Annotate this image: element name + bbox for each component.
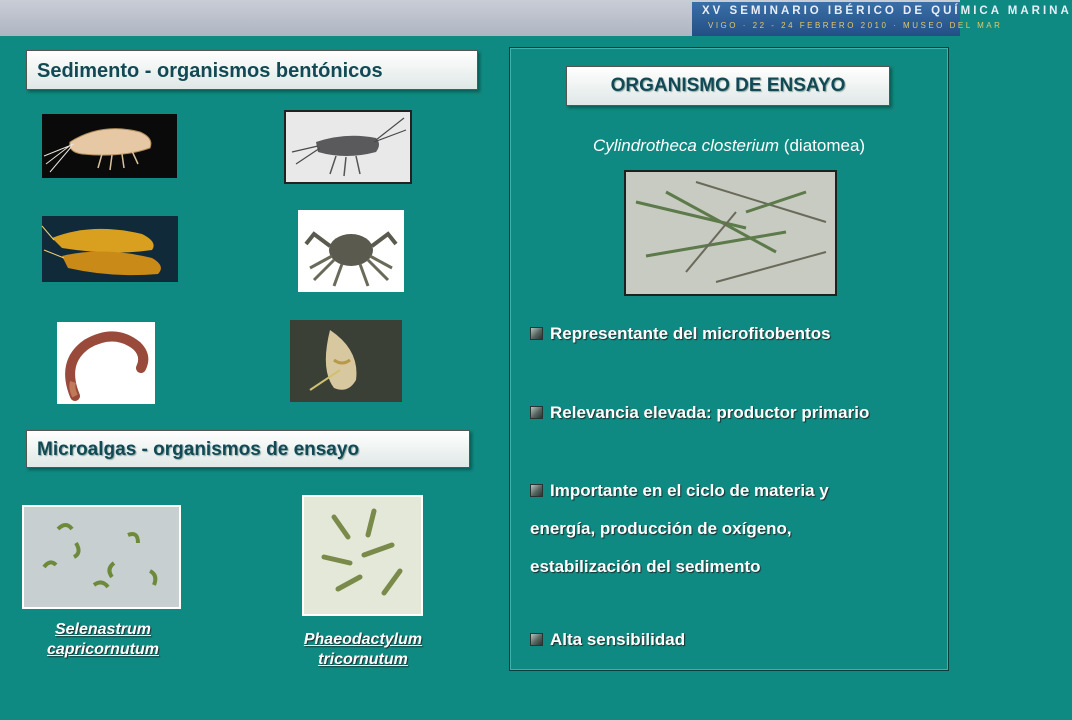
microalgae-title: Microalgas - organismos de ensayo — [26, 430, 470, 468]
bullet-text: Importante en el ciclo de materia y — [550, 481, 829, 500]
bullet-microphytobenthos — [530, 318, 831, 349]
square-bullet-icon — [530, 633, 543, 646]
caption-line: Phaeodactylum — [303, 631, 423, 648]
crab-photo — [298, 210, 404, 292]
amphipod-photo-1 — [42, 114, 177, 178]
caption-line: capricornutum — [46, 641, 159, 658]
caption-line: Selenastrum — [54, 621, 152, 638]
banner-line-2: VIGO · 22 - 24 FEBRERO 2010 · MUSEO DEL MAR — [708, 21, 1003, 30]
square-bullet-icon — [530, 327, 543, 340]
phaeodactylum-photo — [302, 495, 423, 616]
caption-line: tricornutum — [318, 651, 408, 668]
conference-banner — [692, 2, 1072, 36]
shrimp-photo — [42, 216, 178, 282]
snail-photo — [290, 320, 402, 402]
test-organism-title: ORGANISMO DE ENSAYO — [566, 66, 890, 106]
square-bullet-icon — [530, 484, 543, 497]
banner-line-1: XV SEMINARIO IBÉRICO DE QUÍMICA MARINA — [702, 5, 1072, 17]
cylindrotheca-photo — [624, 170, 837, 296]
phaeodactylum-caption — [282, 630, 444, 670]
sediment-title: Sedimento - organismos bentónicos — [26, 50, 478, 90]
selenastrum-caption — [22, 620, 184, 660]
bullet-text: Representante del microfitobentos — [550, 324, 831, 343]
bullet-text: estabilización del sedimento — [530, 557, 761, 576]
bullet-sensitivity — [530, 624, 685, 655]
bullet-primary-producer — [530, 397, 869, 428]
bullet-text: Relevancia elevada: productor primario — [550, 403, 870, 422]
bullet-text: Alta sensibilidad — [550, 630, 686, 649]
square-bullet-icon — [530, 406, 543, 419]
amphipod-photo-2 — [284, 110, 412, 184]
worm-photo — [57, 322, 155, 404]
selenastrum-photo — [22, 505, 181, 609]
species-italic: Cylindrotheca closterium — [592, 136, 780, 155]
species-rest: (diatomea) — [779, 136, 866, 155]
species-name — [509, 136, 949, 156]
bullet-text: energía, producción de oxígeno, — [530, 519, 792, 538]
bullet-cycle — [530, 472, 829, 586]
